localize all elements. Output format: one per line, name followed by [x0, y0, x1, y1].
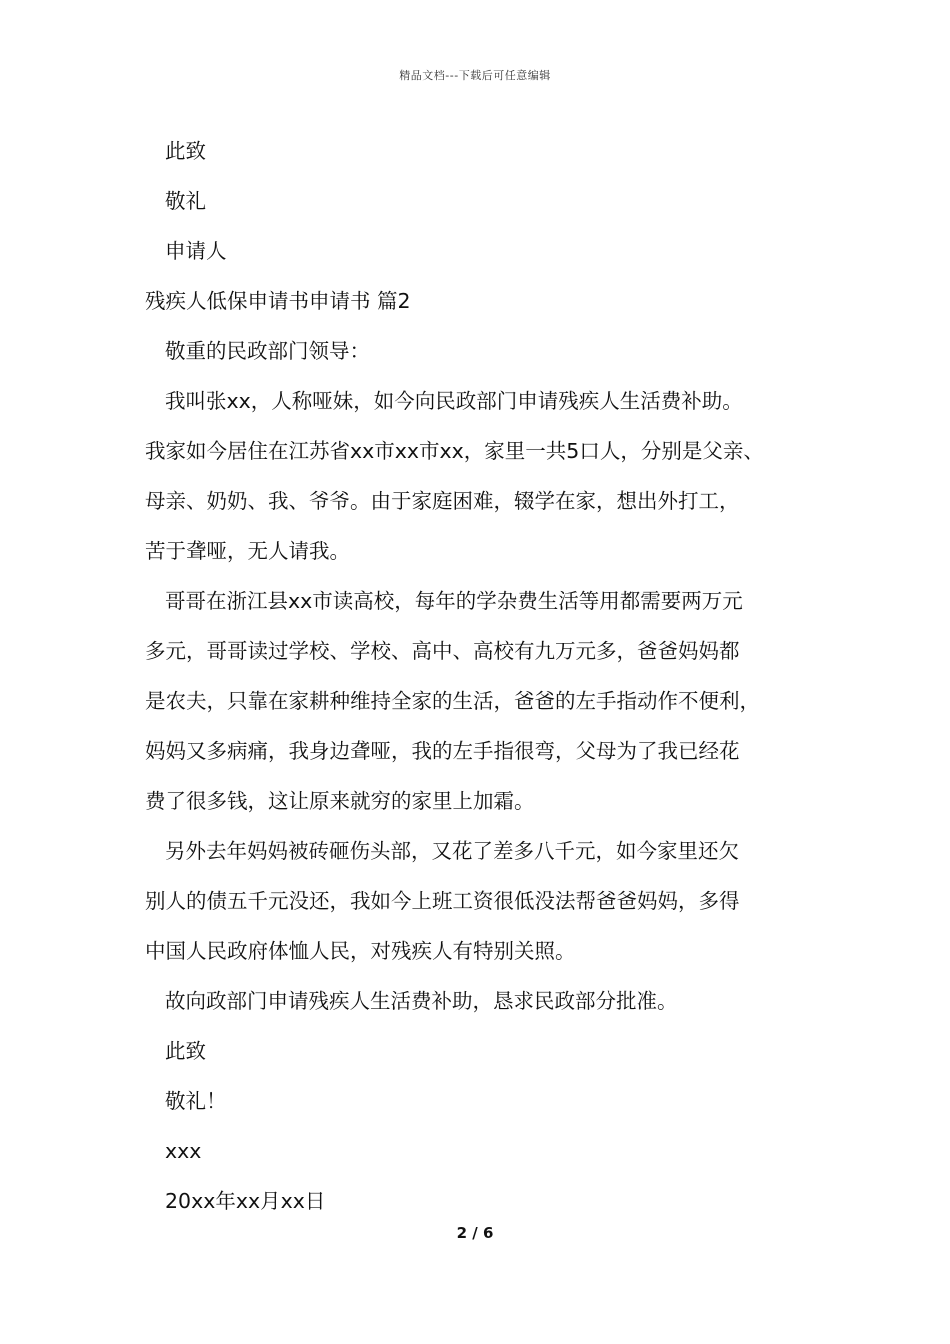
text-line: 故向政部门申请残疾人生活费补助，恳求民政部分批准。 [165, 989, 678, 1013]
text-line: 别人的债五千元没还，我如今上班工资很低没法帮爸爸妈妈，多得 [145, 889, 740, 913]
text-line: 申请人 [165, 239, 227, 263]
text-line: 此致 [165, 139, 206, 163]
text-line: 苦于聋哑，无人请我。 [145, 539, 350, 563]
text-line: 另外去年妈妈被砖砸伤头部，又花了差多八千元，如今家里还欠 [165, 839, 739, 863]
salutation: 敬重的民政部门领导： [165, 339, 370, 363]
text-line: 妈妈又多病痛，我身边聋哑，我的左手指很弯，父母为了我已经花 [145, 739, 740, 763]
section-title: 残疾人低保申请书申请书 篇2 [145, 289, 411, 313]
text-line: 我叫张xx，人称哑妹，如今向民政部门申请残疾人生活费补助。 [165, 389, 743, 413]
text-line: 是农夫，只靠在家耕种维持全家的生活，爸爸的左手指动作不便利， [145, 689, 760, 713]
page-header: 精品文档---下载后可任意编辑 [399, 69, 551, 82]
text-line: 费了很多钱，这让原来就穷的家里上加霜。 [145, 789, 535, 813]
page-number: 2 / 6 [456, 1224, 494, 1242]
text-line: 我家如今居住在江苏省xx市xx市xx，家里一共5口人，分别是父亲、 [145, 439, 764, 463]
closing-line: 敬礼！ [165, 1089, 227, 1113]
signature-date: 20xx年xx月xx日 [165, 1189, 326, 1213]
closing-line: 此致 [165, 1039, 206, 1063]
signature-name: xxx [165, 1139, 202, 1163]
text-line: 母亲、奶奶、我、爷爷。由于家庭困难，辍学在家，想出外打工， [145, 489, 740, 513]
text-line: 哥哥在浙江县xx市读高校，每年的学杂费生活等用都需要两万元 [165, 589, 743, 613]
document-body [145, 126, 835, 1226]
text-line: 敬礼 [165, 189, 206, 213]
text-line: 中国人民政府体恤人民，对残疾人有特别关照。 [145, 939, 576, 963]
text-line: 多元，哥哥读过学校、学校、高中、高校有九万元多，爸爸妈妈都 [145, 639, 740, 663]
